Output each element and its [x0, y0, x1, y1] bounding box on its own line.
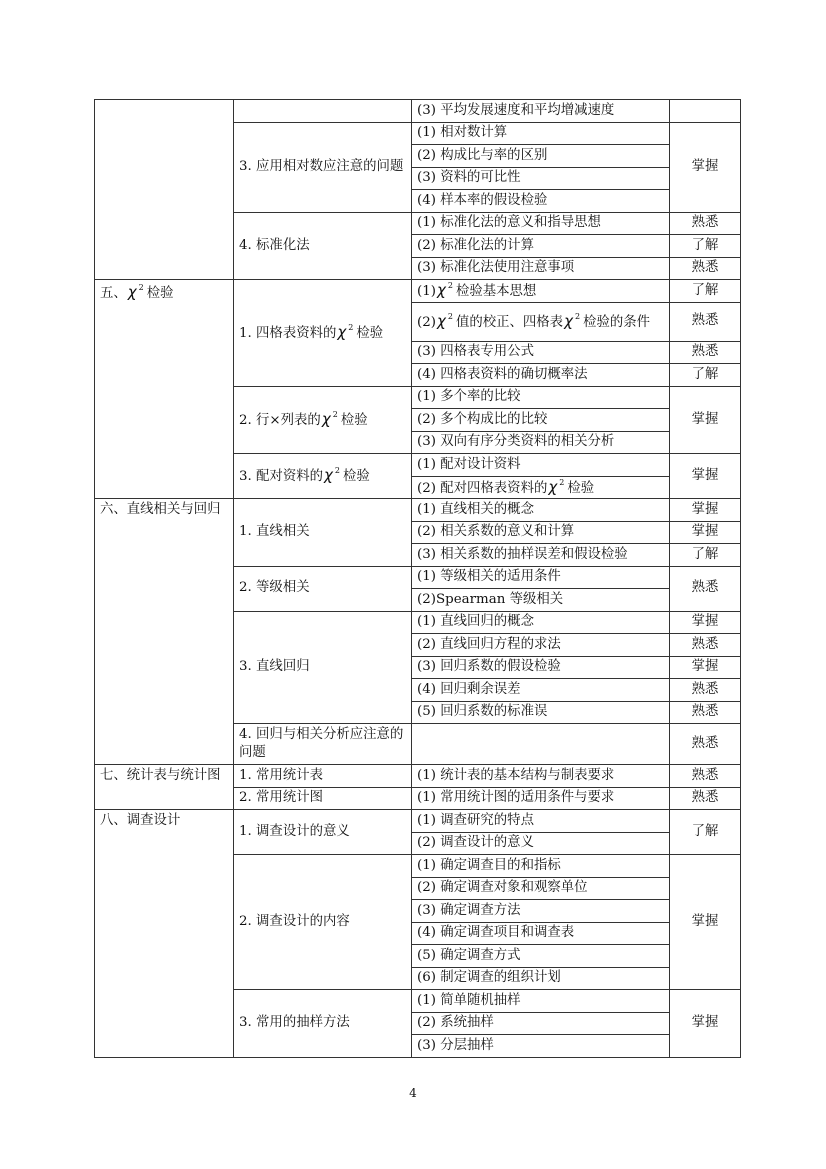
detail-cell: (2) 系统抽样 — [412, 1012, 670, 1035]
detail-cell — [412, 280, 670, 303]
level-cell: 熟悉 — [670, 701, 741, 724]
detail-cell: (6) 制定调查的组织计划 — [412, 967, 670, 990]
detail-cell: (3) 四格表专用公式 — [412, 341, 670, 364]
chi-symbol: χ — [436, 281, 446, 300]
point-suffix: 检验 — [342, 469, 370, 485]
level-cell: 熟悉 — [670, 212, 741, 235]
item-number: (2) — [417, 314, 436, 330]
chi-power: 2 — [332, 410, 338, 420]
detail-text: 检验的条件 — [583, 314, 651, 330]
detail-cell: (2) 相关系数的意义和计算 — [412, 521, 670, 544]
detail-cell: (2) 构成比与率的区别 — [412, 145, 670, 168]
level-cell: 掌握 — [670, 499, 741, 522]
level-cell: 熟悉 — [670, 724, 741, 765]
detail-cell: (3) 平均发展速度和平均增减速度 — [412, 100, 670, 123]
level-cell: 掌握 — [670, 386, 741, 454]
detail-text: 检验基本思想 — [455, 284, 537, 300]
level-cell: 掌握 — [670, 855, 741, 990]
point-prefix: 3. 配对资料的 — [239, 469, 323, 485]
detail-cell: (1) 多个率的比较 — [412, 386, 670, 409]
detail-cell: (4) 四格表资料的确切概率法 — [412, 364, 670, 387]
detail-cell: (1) 常用统计图的适用条件与要求 — [412, 787, 670, 810]
detail-cell: (3) 标准化法使用注意事项 — [412, 257, 670, 280]
point-prefix: 1. 四格表资料的 — [239, 326, 337, 342]
point-suffix: 检验 — [340, 413, 368, 429]
point-cell: 4. 回归与相关分析应注意的问题 — [234, 724, 412, 765]
chi-power: 2 — [334, 466, 340, 476]
detail-cell: (1) 相对数计算 — [412, 122, 670, 145]
detail-cell: (2) 标准化法的计算 — [412, 235, 670, 258]
detail-cell: (1) 直线相关的概念 — [412, 499, 670, 522]
detail-cell: (2) 调查设计的意义 — [412, 832, 670, 855]
point-prefix: 2. 行×列表的 — [239, 413, 321, 429]
level-cell: 熟悉 — [670, 257, 741, 280]
detail-cell: (3) 相关系数的抽样误差和假设检验 — [412, 544, 670, 567]
chi-power: 2 — [574, 311, 581, 321]
level-cell: 掌握 — [670, 521, 741, 544]
point-cell — [234, 386, 412, 454]
detail-cell: (1) 简单随机抽样 — [412, 990, 670, 1013]
detail-cell: (3) 双向有序分类资料的相关分析 — [412, 431, 670, 454]
level-cell: 熟悉 — [670, 765, 741, 788]
detail-cell: (4) 样本率的假设检验 — [412, 190, 670, 213]
detail-cell: (1) 确定调查目的和指标 — [412, 855, 670, 878]
point-cell-continued — [234, 100, 412, 123]
chi-symbol: χ — [127, 283, 137, 301]
point-cell: 2. 等级相关 — [234, 566, 412, 611]
point-cell: 2. 常用统计图 — [234, 787, 412, 810]
detail-text: 检验 — [567, 480, 595, 496]
level-cell — [670, 100, 741, 123]
point-cell: 1. 常用统计表 — [234, 765, 412, 788]
detail-cell: (4) 确定调查项目和调查表 — [412, 922, 670, 945]
section-cell: 八、调查设计 — [95, 810, 234, 1058]
detail-cell: (1) 直线回归的概念 — [412, 611, 670, 634]
detail-cell: (2)Spearman 等级相关 — [412, 589, 670, 612]
table-row — [95, 100, 741, 123]
point-suffix: 检验 — [356, 326, 384, 342]
level-cell: 熟悉 — [670, 341, 741, 364]
detail-text: 值的校正、四格表 — [455, 314, 564, 330]
level-cell: 掌握 — [670, 122, 741, 212]
page-number: 4 — [409, 1086, 417, 1100]
chi-symbol: χ — [321, 410, 331, 429]
level-cell: 熟悉 — [670, 566, 741, 611]
detail-cell: (3) 分层抽样 — [412, 1035, 670, 1058]
chi-power: 2 — [447, 281, 453, 291]
detail-cell: (1) 统计表的基本结构与制表要求 — [412, 765, 670, 788]
level-cell: 掌握 — [670, 454, 741, 499]
section-cell-continued — [95, 100, 234, 280]
point-cell: 3. 直线回归 — [234, 611, 412, 724]
item-number: (1) — [417, 284, 436, 300]
detail-cell — [412, 476, 670, 499]
detail-cell: (5) 确定调查方式 — [412, 945, 670, 968]
detail-cell: (1) 等级相关的适用条件 — [412, 566, 670, 589]
chi-power: 2 — [559, 477, 565, 487]
detail-cell — [412, 724, 670, 765]
section-prefix: 五、 — [100, 286, 127, 301]
point-cell: 1. 直线相关 — [234, 499, 412, 567]
section-suffix: 检验 — [146, 286, 174, 301]
table-row — [95, 499, 741, 522]
point-cell — [234, 454, 412, 499]
point-cell: 3. 常用的抽样方法 — [234, 990, 412, 1058]
detail-cell: (5) 回归系数的标准误 — [412, 701, 670, 724]
level-cell: 掌握 — [670, 990, 741, 1058]
point-cell: 3. 应用相对数应注意的问题 — [234, 122, 412, 212]
level-cell: 掌握 — [670, 656, 741, 679]
table-row — [95, 280, 741, 303]
table-row — [95, 765, 741, 788]
level-cell: 熟悉 — [670, 302, 741, 341]
level-cell: 了解 — [670, 364, 741, 387]
detail-cell: (2) 多个构成比的比较 — [412, 409, 670, 432]
section-cell: 七、统计表与统计图 — [95, 765, 234, 810]
detail-cell: (4) 回归剩余误差 — [412, 679, 670, 702]
level-cell: 了解 — [670, 544, 741, 567]
chi-symbol: χ — [324, 466, 333, 485]
detail-cell: (3) 确定调查方法 — [412, 900, 670, 923]
level-cell: 了解 — [670, 280, 741, 303]
point-cell: 4. 标准化法 — [234, 212, 412, 280]
level-cell: 熟悉 — [670, 787, 741, 810]
chi-symbol: χ — [436, 311, 446, 330]
detail-cell: (1) 调查研究的特点 — [412, 810, 670, 833]
chi-symbol: χ — [548, 477, 558, 496]
level-cell: 了解 — [670, 235, 741, 258]
syllabus-table — [94, 99, 741, 1058]
chi-power: 2 — [138, 283, 144, 292]
level-cell: 熟悉 — [670, 679, 741, 702]
detail-cell: (3) 回归系数的假设检验 — [412, 656, 670, 679]
section-cell — [95, 280, 234, 499]
detail-cell — [412, 302, 670, 341]
table-row — [95, 810, 741, 833]
detail-cell: (2) 直线回归方程的求法 — [412, 634, 670, 657]
point-cell — [234, 280, 412, 387]
level-cell: 了解 — [670, 810, 741, 855]
point-cell: 1. 调查设计的意义 — [234, 810, 412, 855]
detail-text: (2) 配对四格表资料的 — [417, 480, 548, 496]
chi-power: 2 — [348, 323, 354, 333]
chi-symbol: χ — [564, 311, 573, 330]
chi-symbol: χ — [337, 323, 347, 342]
level-cell: 熟悉 — [670, 634, 741, 657]
level-cell: 掌握 — [670, 611, 741, 634]
detail-cell: (1) 标准化法的意义和指导思想 — [412, 212, 670, 235]
detail-cell: (2) 确定调查对象和观察单位 — [412, 877, 670, 900]
section-cell: 六、直线相关与回归 — [95, 499, 234, 765]
detail-cell: (3) 资料的可比性 — [412, 167, 670, 190]
chi-power: 2 — [447, 311, 453, 321]
detail-cell: (1) 配对设计资料 — [412, 454, 670, 477]
point-cell: 2. 调查设计的内容 — [234, 855, 412, 990]
